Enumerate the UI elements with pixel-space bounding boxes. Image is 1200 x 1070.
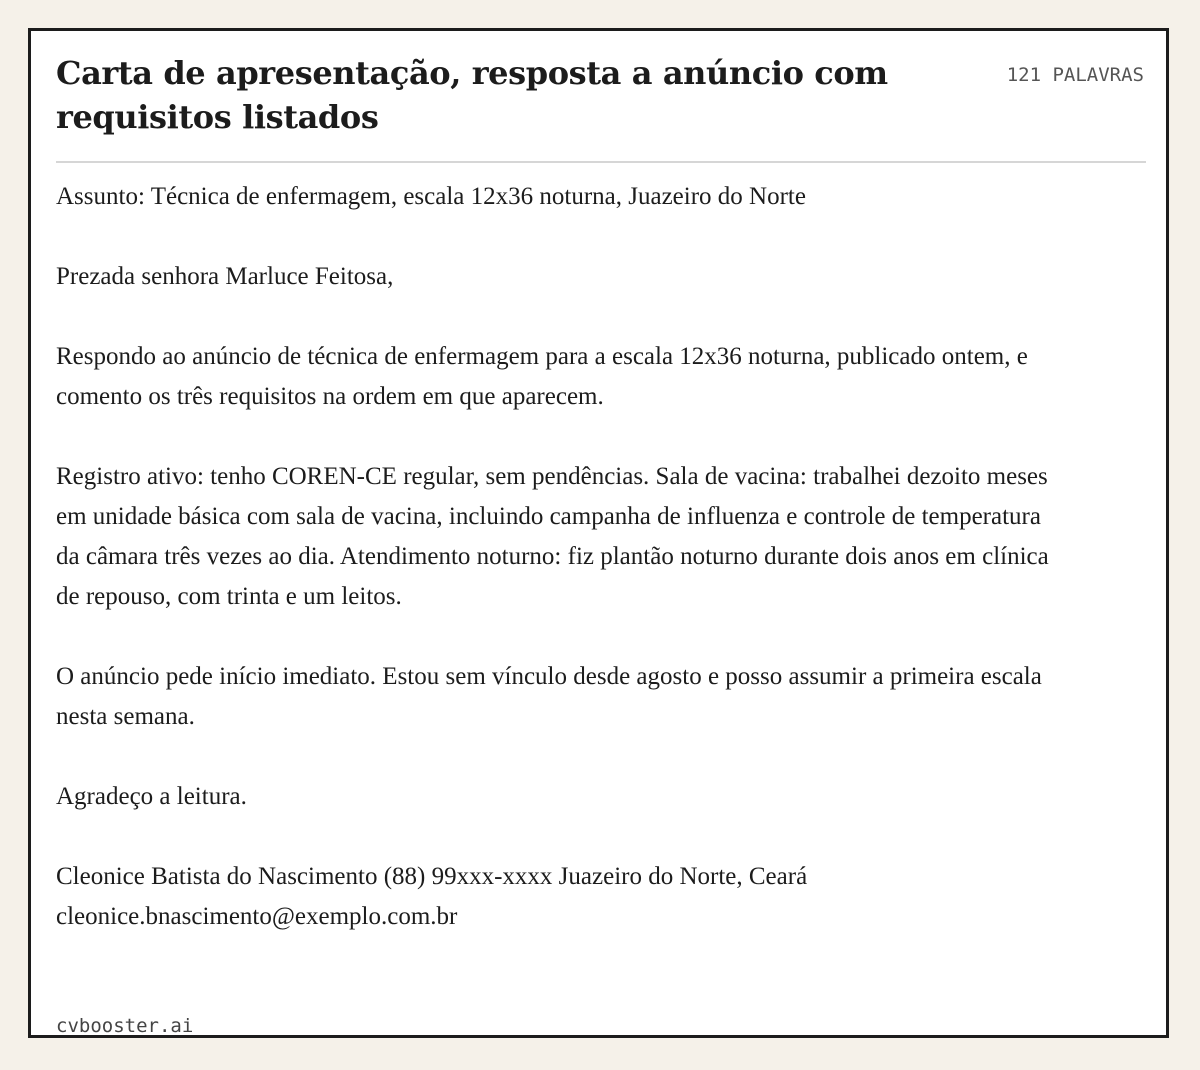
letter-greeting: Prezada senhora Marluce Feitosa, xyxy=(56,263,394,290)
word-count-badge: 121 PALAVRAS xyxy=(1006,64,1144,86)
letter-paragraph-availability: O anúncio pede início imediato. Estou sem vínculo desde agosto e posso assumir a primeira escala nesta semana. xyxy=(56,663,1042,730)
letter-signature xyxy=(56,857,1056,937)
letter-paragraph-intro: Respondo ao anúncio de técnica de enfermagem para a escala 12x36 noturna, publicado ontem, e comento os três requisitos na ordem em que aparecem. xyxy=(56,343,1028,410)
signature-contact-line: Cleonice Batista do Nascimento (88) 99xxx-xxxx Juazeiro do Norte, Ceará xyxy=(56,863,808,890)
letter-paragraph-requirements: Registro ativo: tenho COREN-CE regular, sem pendências. Sala de vacina: trabalhei dezoito meses em unidade básica com sala de vacina, incluindo campanha de influenza e controle de temperatura da câmara três vezes ao dia. Atendimento noturno: fiz plantão noturno durante dois anos em clínica de repouso, com trinta e um leitos. xyxy=(56,463,1049,610)
letter-body xyxy=(56,177,1056,937)
card-header xyxy=(56,51,1146,163)
letter-subject: Assunto: Técnica de enfermagem, escala 12x36 noturna, Juazeiro do Norte xyxy=(56,183,806,210)
brand-footer: cvbooster.ai xyxy=(56,1015,194,1037)
page-title: Carta de apresentação, resposta a anúncio com requisitos listados xyxy=(56,54,888,136)
cover-letter-card xyxy=(28,28,1169,1038)
signature-email: cleonice.bnascimento@exemplo.com.br xyxy=(56,903,458,930)
letter-closing: Agradeço a leitura. xyxy=(56,783,247,810)
